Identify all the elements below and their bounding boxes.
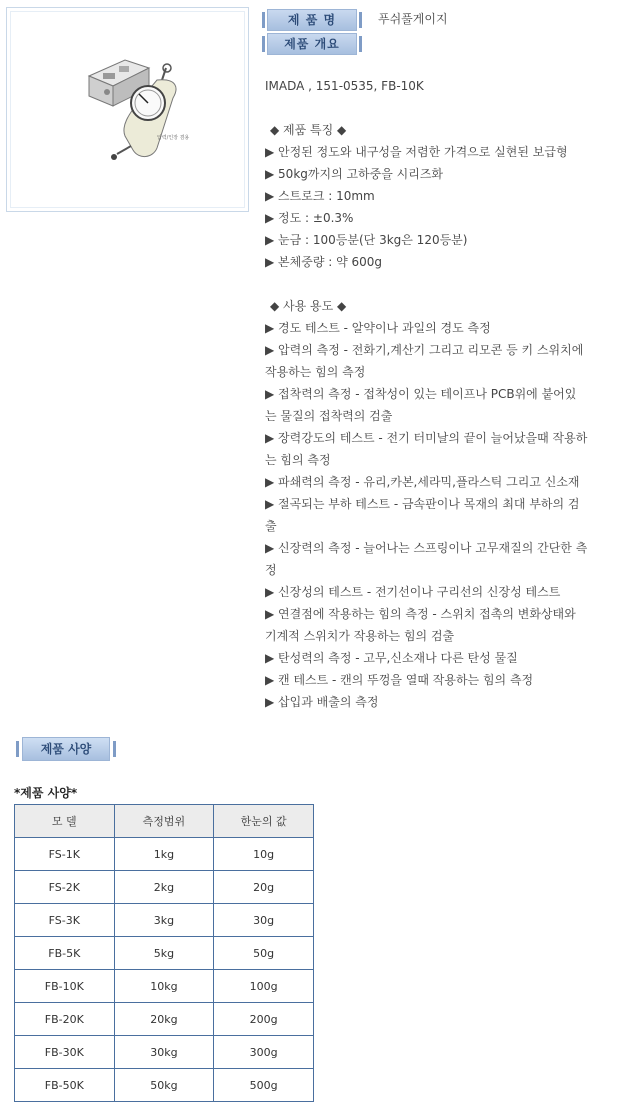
table-row xyxy=(15,871,314,904)
product-image-frame xyxy=(6,7,249,212)
range-cell: 5kg xyxy=(114,937,214,970)
range-cell: 2kg xyxy=(114,871,214,904)
division-cell: 100g xyxy=(214,970,314,1003)
range-cell: 3kg xyxy=(114,904,214,937)
model-cell: FS-2K xyxy=(15,871,115,904)
features-title: ◆ 제품 특징 ◆ xyxy=(270,123,347,137)
division-cell: 50g xyxy=(214,937,314,970)
model-line: IMADA , 151-0535, FB-10K xyxy=(265,79,424,93)
usage-line: ▶ 연결점에 작용하는 힘의 측정 - 스위치 접촉의 변화상태와 xyxy=(265,607,576,621)
overview-label: 제품 개요 xyxy=(267,33,357,55)
usage-line: 기계적 스위치가 작용하는 힘의 검출 xyxy=(265,629,455,643)
usage-line: 정 xyxy=(265,563,277,577)
usage-line: ▶ 접착력의 측정 - 접착성이 있는 테이프나 PCB위에 붙어있 xyxy=(265,387,577,401)
product-name-label: 제 품 명 xyxy=(267,9,357,31)
table-row xyxy=(15,1036,314,1069)
usage-line: ▶ 탄성력의 측정 - 고무,신소재나 다른 탄성 물질 xyxy=(265,651,518,665)
usage-line: ▶ 절곡되는 부하 테스트 - 금속판이나 목재의 최대 부하의 검 xyxy=(265,497,580,511)
usage-line: 작용하는 힘의 측정 xyxy=(265,365,366,379)
usage-line: ▶ 캔 테스트 - 캔의 뚜껑을 열때 작용하는 힘의 측정 xyxy=(265,673,534,687)
table-row xyxy=(15,838,314,871)
usage-title: ◆ 사용 용도 ◆ xyxy=(270,299,347,313)
spec-table xyxy=(14,804,314,1102)
table-row xyxy=(15,970,314,1003)
usage-line: ▶ 신장성의 테스트 - 전기선이나 구리선의 신장성 테스트 xyxy=(265,585,561,599)
division-cell: 300g xyxy=(214,1036,314,1069)
range-cell: 20kg xyxy=(114,1003,214,1036)
table-row xyxy=(15,1003,314,1036)
table-row xyxy=(15,1069,314,1102)
range-cell: 30kg xyxy=(114,1036,214,1069)
division-cell: 20g xyxy=(214,871,314,904)
table-row xyxy=(15,904,314,937)
spec-table-header xyxy=(15,805,314,838)
range-cell: 50kg xyxy=(114,1069,214,1102)
feature-item: ▶ 정도 : ±0.3% xyxy=(265,211,354,225)
usage-line: 출 xyxy=(265,519,277,533)
feature-item: ▶ 스트로크 : 10mm xyxy=(265,189,375,203)
spec-caption: *제품 사양* xyxy=(14,786,78,800)
model-cell: FB-10K xyxy=(15,970,115,1003)
usage-line: ▶ 삽입과 배출의 측정 xyxy=(265,695,379,709)
model-cell: FS-1K xyxy=(15,838,115,871)
usage-line: ▶ 압력의 측정 - 전화기,계산기 그리고 리모콘 등 키 스위치에 xyxy=(265,343,584,357)
range-cell: 1kg xyxy=(114,838,214,871)
feature-item: ▶ 눈금 : 100등분(단 3kg은 120등분) xyxy=(265,233,468,247)
table-row xyxy=(15,937,314,970)
division-cell: 500g xyxy=(214,1069,314,1102)
division-cell: 30g xyxy=(214,904,314,937)
usage-line: 는 물질의 접착력의 검출 xyxy=(265,409,393,423)
division-cell: 10g xyxy=(214,838,314,871)
feature-item: ▶ 본체중량 : 약 600g xyxy=(265,255,383,269)
col-range-header: 측정범위 xyxy=(114,805,214,838)
usage-line: ▶ 장력강도의 테스트 - 전기 터미날의 끝이 늘어났을때 작용하 xyxy=(265,431,588,445)
model-cell: FB-20K xyxy=(15,1003,115,1036)
usage-line: 는 힘의 측정 xyxy=(265,453,331,467)
model-cell: FB-50K xyxy=(15,1069,115,1102)
model-cell: FB-5K xyxy=(15,937,115,970)
col-division-header: 한눈의 값 xyxy=(214,805,314,838)
range-cell: 10kg xyxy=(114,970,214,1003)
model-cell: FB-30K xyxy=(15,1036,115,1069)
feature-item: ▶ 50kg까지의 고하중을 시리즈화 xyxy=(265,167,444,181)
usage-line: ▶ 파쇄력의 측정 - 유리,카본,세라믹,플라스틱 그리고 신소재 xyxy=(265,475,580,489)
usage-line: ▶ 신장력의 측정 - 늘어나는 스프링이나 고무재질의 간단한 측 xyxy=(265,541,588,555)
product-name-value: 푸쉬풀게이지 xyxy=(378,12,448,26)
image-caption: 압력/인장 겸용 xyxy=(157,135,190,141)
model-cell: FS-3K xyxy=(15,904,115,937)
col-model-header: 모 델 xyxy=(15,805,115,838)
usage-line: ▶ 경도 테스트 - 알약이나 과일의 경도 측정 xyxy=(265,321,491,335)
feature-item: ▶ 안정된 정도와 내구성을 저렴한 가격으로 실현된 보급형 xyxy=(265,145,568,159)
product-image xyxy=(7,8,250,213)
division-cell: 200g xyxy=(214,1003,314,1036)
spec-section-label: 제품 사양 xyxy=(22,737,110,761)
